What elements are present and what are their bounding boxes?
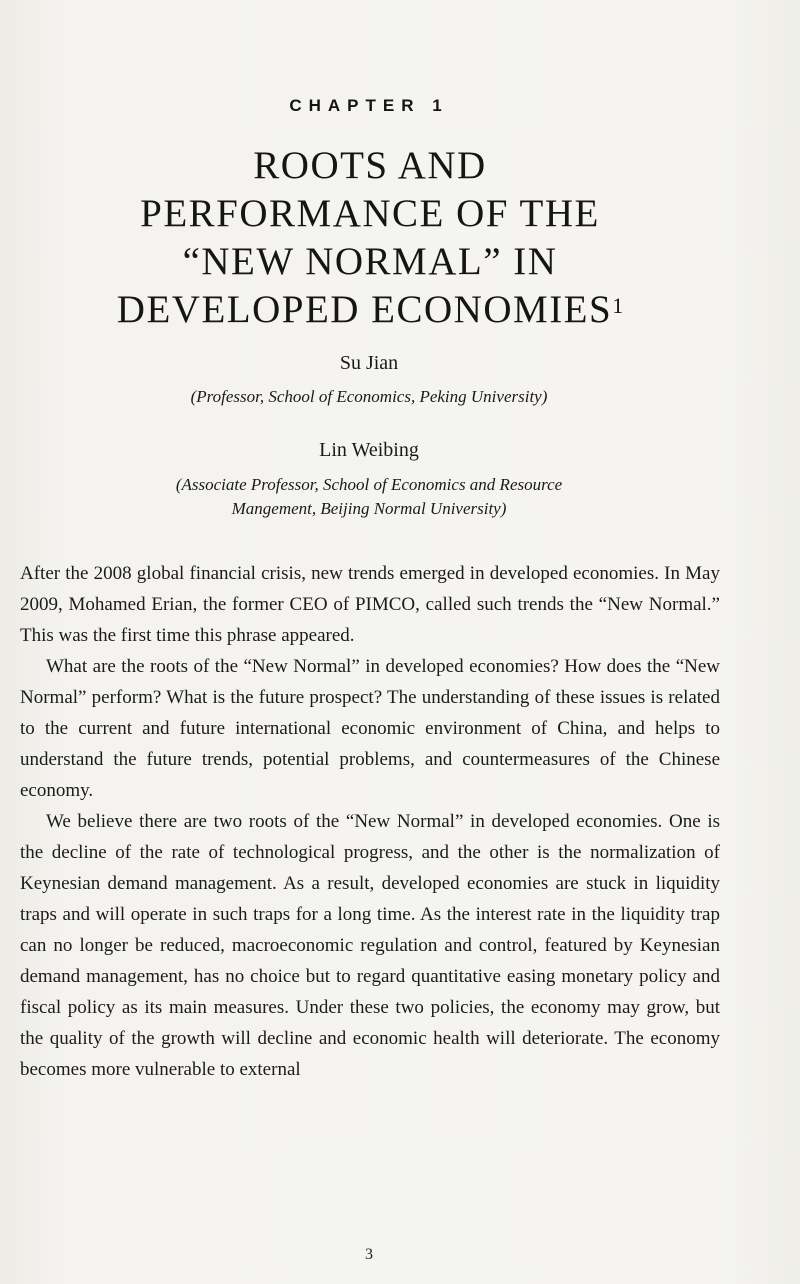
- author-affiliation-line: Mangement, Beijing Normal University): [231, 499, 507, 518]
- author-name: Su Jian: [339, 352, 399, 374]
- chapter-title-line: PERFORMANCE OF THE: [140, 192, 600, 235]
- chapter-title-line: DEVELOPED ECONOMIES: [116, 288, 613, 331]
- body-text: [20, 558, 720, 1085]
- chapter-title-line: ROOTS AND: [253, 144, 487, 187]
- author-affiliation-line: (Professor, School of Economics, Peking University): [190, 387, 548, 406]
- chapter-title-line: “NEW NORMAL” IN: [182, 240, 558, 283]
- chapter-title-line-last: [40, 286, 700, 334]
- paragraph: We believe there are two roots of the “New Normal” in developed economies. One is the decline of the rate of technological progress, and the other is the normalization of Keynesian demand management. As a result, developed economies are stuck in liquidity traps and will operate in such traps for a long time. As the interest rate in the liquidity trap can no longer be reduced, macroeconomic regulation and control, featured by Keynesian demand management, has no choice but to regard quantitative easing monetary policy and fiscal policy as its main measures. Under these two policies, the economy may grow, but the quality of the growth will decline and economic health will deteriorate. The economy becomes more vulnerable to external: [20, 811, 720, 1080]
- footnote-marker[interactable]: 1: [612, 293, 624, 318]
- author-affiliation: [0, 385, 738, 409]
- author-affiliation: [0, 473, 738, 521]
- author-affiliation-line: (Associate Professor, School of Economics and Resource: [175, 475, 563, 494]
- author-name: Lin Weibing: [319, 439, 419, 461]
- chapter-title: [40, 142, 700, 334]
- paragraph: After the 2008 global financial crisis, new trends emerged in developed economies. In May 2009, Mohamed Erian, the former CEO of PIMCO, called such trends the “New Normal.” This was the first time this phrase appeared.: [20, 563, 720, 646]
- page-number: 3: [365, 1246, 373, 1263]
- chapter-label: CHAPTER 1: [289, 96, 449, 115]
- paragraph: What are the roots of the “New Normal” in developed economies? How does the “New Normal” perform? What is the future prospect? The understanding of these issues is related to the current and future international economic environment of China, and helps to understand the future trends, potential problems, and countermeasures of the Chinese economy.: [20, 656, 720, 801]
